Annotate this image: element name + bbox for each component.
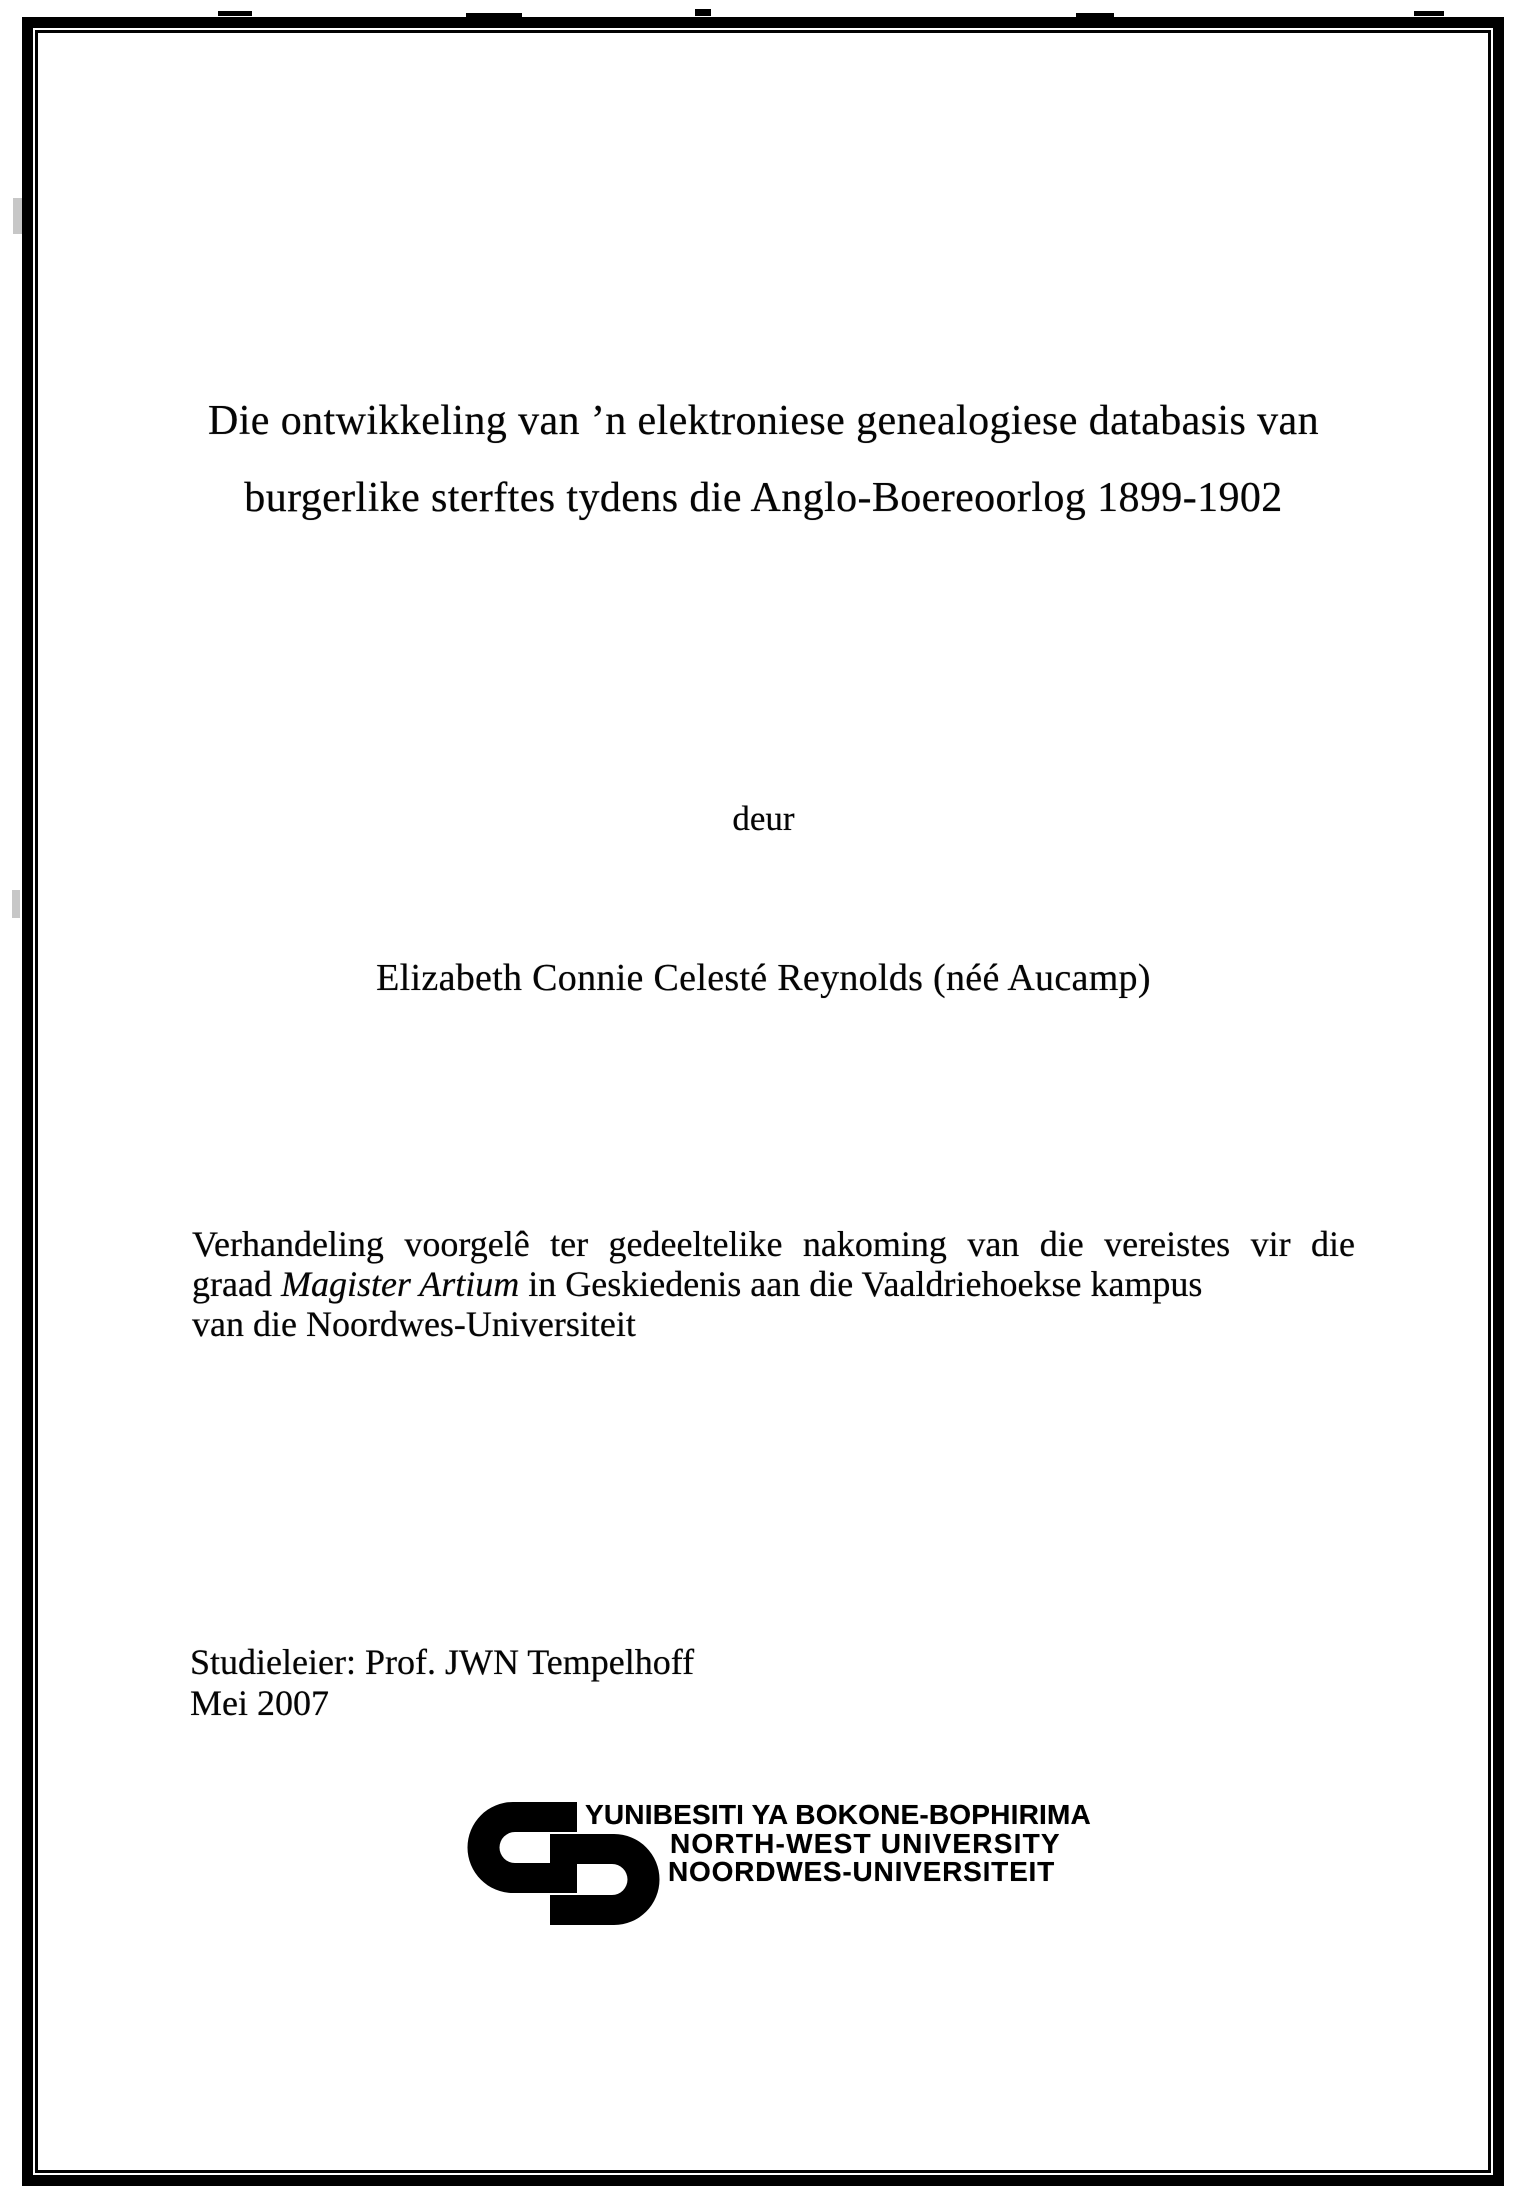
date-line: Mei 2007: [190, 1683, 329, 1723]
supervisor-block: [190, 1642, 694, 1724]
logo-text-afrikaans: NOORDWES-UNIVERSITEIT: [668, 1856, 1056, 1887]
degree-statement-line-1: Verhandeling voorgelê ter gedeeltelike nakoming van die vereistes vir die: [192, 1224, 1355, 1264]
scan-noise-mark: [1414, 11, 1444, 16]
degree-name-italic: Magister Artium: [280, 1264, 520, 1304]
thesis-title: [70, 383, 1457, 537]
supervisor-line: Studieleier: Prof. JWN Tempelhoff: [190, 1642, 695, 1682]
scan-noise-mark: [13, 198, 22, 234]
scan-noise-mark: [695, 9, 711, 16]
scan-noise-mark: [218, 11, 252, 16]
byline-label: deur: [732, 799, 795, 838]
degree-statement-line-2-prefix: graad: [192, 1264, 281, 1304]
degree-statement-line-2: [192, 1264, 1355, 1304]
degree-statement: [192, 1224, 1355, 1344]
degree-statement-line-2-suffix: in Geskiedenis aan die Vaaldriehoekse kampus: [519, 1264, 1203, 1304]
scan-noise-mark: [12, 890, 20, 918]
thesis-title-line-1: Die ontwikkeling van ’n elektroniese genealogiese databasis van: [207, 398, 1319, 444]
logo-text-english: NORTH-WEST UNIVERSITY: [670, 1828, 1061, 1859]
author-name: Elizabeth Connie Celesté Reynolds (néé Aucamp): [376, 957, 1151, 999]
degree-statement-line-3: van die Noordwes-Universiteit: [192, 1304, 636, 1344]
thesis-title-line-2: burgerlike sterftes tydens die Anglo-Boereoorlog 1899-1902: [244, 475, 1283, 521]
university-logo: [467, 1798, 1107, 1938]
logo-text-setswana: YUNIBESITI YA BOKONE-BOPHIRIMA: [585, 1799, 1091, 1830]
